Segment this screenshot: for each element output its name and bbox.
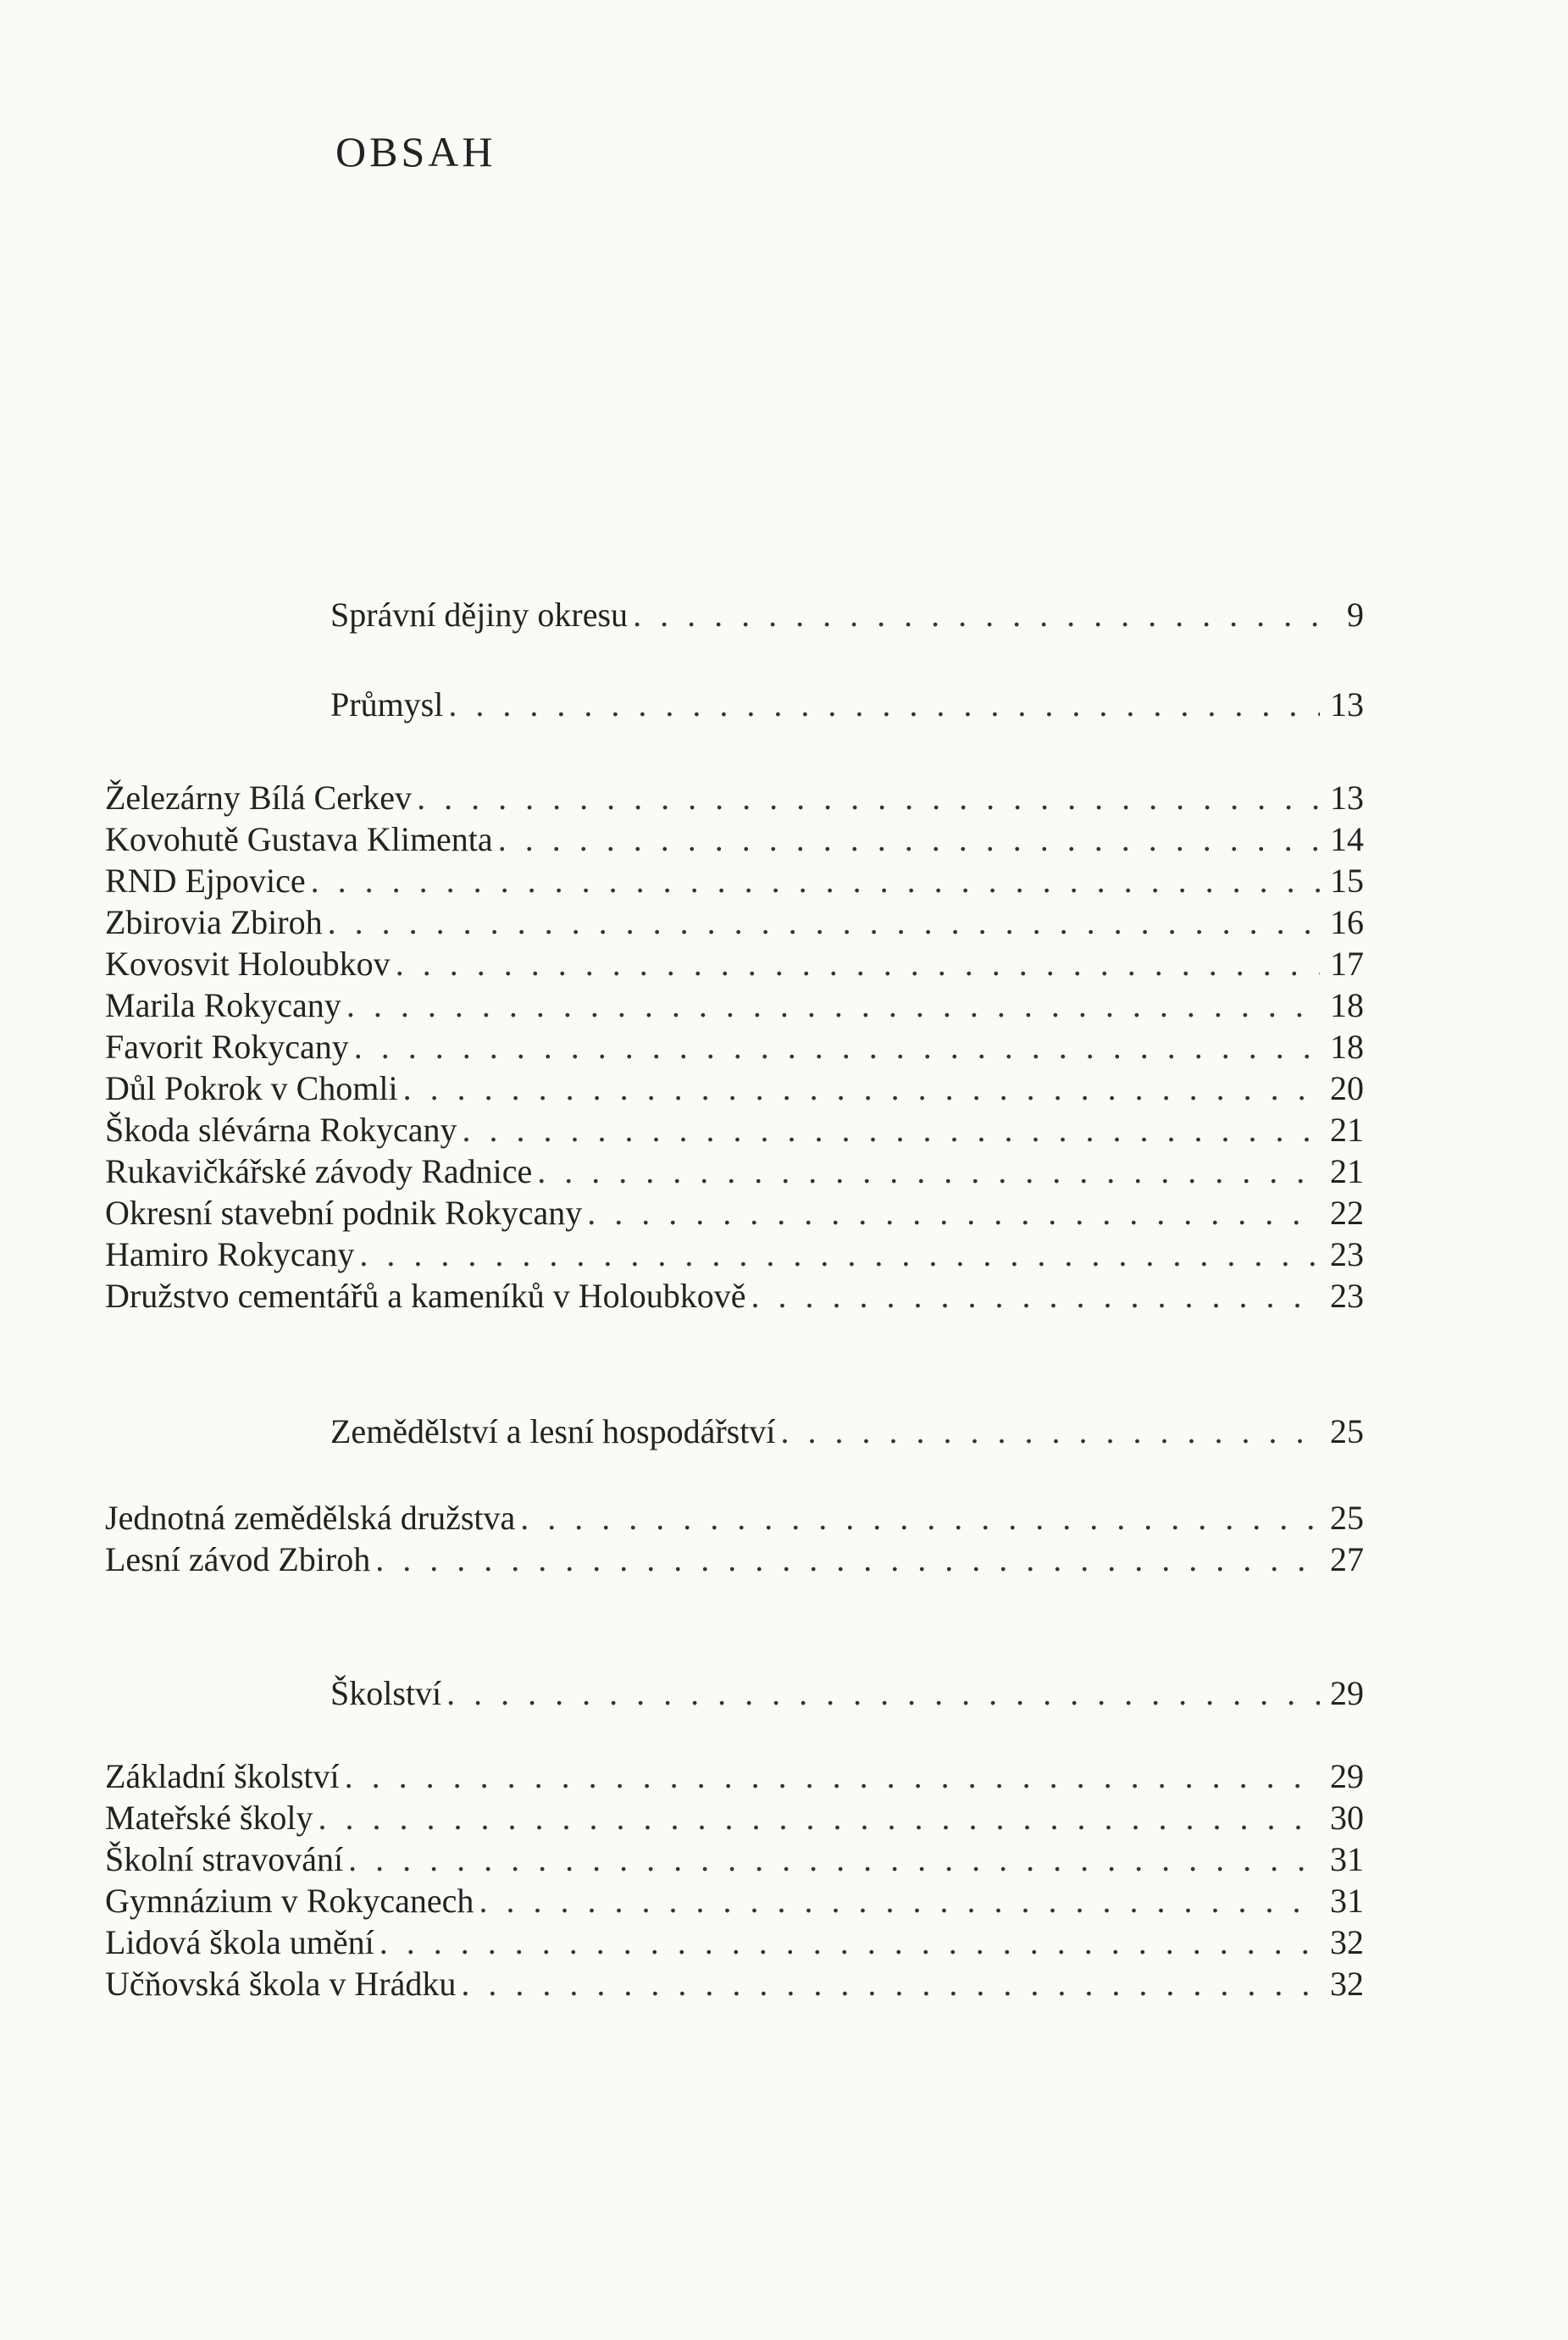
dot-leader: [319, 1798, 1320, 1838]
toc-page-number: 15: [1330, 862, 1364, 900]
dot-leader: [417, 778, 1320, 818]
toc-entry: [105, 861, 1364, 901]
toc-page-number: 32: [1330, 1965, 1364, 2003]
page-title: OBSAH: [335, 128, 496, 175]
toc-page-number: 13: [1330, 685, 1364, 724]
toc-entry-label: Učňovská škola v Hrádku: [105, 1965, 457, 2003]
toc-entry: [105, 1539, 1364, 1580]
dot-leader: [446, 1673, 1320, 1714]
toc-entry: [105, 1068, 1364, 1109]
toc-entry: [105, 985, 1364, 1026]
toc-heading-label: Průmysl: [330, 685, 444, 724]
toc-entry: [105, 1498, 1364, 1539]
dot-leader: [348, 1839, 1320, 1880]
toc-page-number: 14: [1330, 820, 1364, 858]
toc-page-number: 31: [1330, 1840, 1364, 1878]
toc-entry: [105, 778, 1364, 818]
toc-page-number: 21: [1330, 1152, 1364, 1190]
dot-leader: [520, 1498, 1320, 1539]
dot-leader: [380, 1922, 1320, 1963]
toc-page-number: 27: [1330, 1540, 1364, 1578]
toc-heading-label: Zemědělství a lesní hospodářství: [330, 1412, 776, 1450]
toc-entry-label: Základní školství: [105, 1757, 340, 1795]
toc-entry: [105, 1193, 1364, 1234]
toc-entry-label: Favorit Rokycany: [105, 1028, 349, 1066]
toc-page-number: 25: [1330, 1499, 1364, 1537]
toc-page-number: 22: [1330, 1194, 1364, 1232]
toc-entry-label: Kovohutě Gustava Klimenta: [105, 820, 493, 858]
dot-leader: [311, 861, 1320, 901]
dot-leader: [498, 819, 1320, 860]
toc-entry: [105, 1922, 1364, 1963]
toc-section-heading: [330, 1673, 1364, 1714]
toc-entry-label: Jednotná zemědělská družstva: [105, 1499, 516, 1537]
dot-leader: [537, 1151, 1320, 1192]
dot-leader: [448, 685, 1320, 725]
toc-entry-label: Marila Rokycany: [105, 986, 341, 1024]
toc-heading-label: Správní dějiny okresu: [330, 596, 629, 634]
toc-page-number: 9: [1347, 596, 1364, 634]
toc-entry: [105, 819, 1364, 860]
toc-heading-label: Školství: [330, 1674, 442, 1712]
toc-page-number: 21: [1330, 1111, 1364, 1149]
toc-entry-label: Zbirovia Zbiroh: [105, 903, 323, 941]
dot-leader: [354, 1027, 1320, 1067]
dot-leader: [633, 595, 1320, 635]
toc-entry: [105, 1881, 1364, 1921]
toc-entry: [105, 1151, 1364, 1192]
dot-leader: [396, 944, 1320, 984]
toc-page-number: 18: [1330, 1028, 1364, 1066]
dot-leader: [328, 902, 1320, 943]
toc-entry: [105, 902, 1364, 943]
dot-leader: [346, 985, 1320, 1026]
toc-entry: [105, 944, 1364, 984]
toc-entry-label: Rukavičkářské závody Radnice: [105, 1152, 533, 1190]
toc-section-heading: [330, 685, 1364, 725]
toc-entry-label: Kovosvit Holoubkov: [105, 945, 391, 983]
toc-page-number: 13: [1330, 779, 1364, 817]
toc-entry-label: Družstvo cementářů a kameníků v Holoubkově: [105, 1277, 746, 1315]
toc-entry: [105, 1798, 1364, 1838]
toc-entry-label: Školní stravování: [105, 1840, 344, 1878]
toc-page-number: 23: [1330, 1235, 1364, 1273]
dot-leader: [345, 1756, 1320, 1797]
toc-page-number: 32: [1330, 1923, 1364, 1961]
toc-page-number: 29: [1330, 1674, 1364, 1712]
toc-entry: [105, 1964, 1364, 2005]
dot-leader: [462, 1110, 1320, 1151]
toc-entry: [105, 1276, 1364, 1317]
toc-entry-label: Mateřské školy: [105, 1799, 313, 1837]
toc-entry-label: Hamiro Rokycany: [105, 1235, 355, 1273]
dot-leader: [780, 1411, 1320, 1452]
toc-entry-label: Lidová škola umění: [105, 1923, 374, 1961]
toc-entry-label: Gymnázium v Rokycanech: [105, 1882, 474, 1920]
toc-page-number: 16: [1330, 903, 1364, 941]
toc-page-number: 31: [1330, 1882, 1364, 1920]
toc-page-number: 23: [1330, 1277, 1364, 1315]
toc-entry: [105, 1756, 1364, 1797]
toc-page-number: 30: [1330, 1799, 1364, 1837]
toc-entry: [105, 1839, 1364, 1880]
toc-page-number: 25: [1330, 1412, 1364, 1450]
toc-page-number: 20: [1330, 1069, 1364, 1107]
toc-page-number: 29: [1330, 1757, 1364, 1795]
toc-entry: [105, 1234, 1364, 1275]
toc-entry: [105, 1110, 1364, 1151]
toc-page-number: 18: [1330, 986, 1364, 1024]
toc-entry-label: Důl Pokrok v Chomli: [105, 1069, 398, 1107]
toc-entry-label: Lesní závod Zbiroh: [105, 1540, 371, 1578]
dot-leader: [461, 1964, 1320, 2005]
toc-entry: [105, 1027, 1364, 1067]
dot-leader: [479, 1881, 1320, 1921]
dot-leader: [587, 1193, 1320, 1234]
dot-leader: [751, 1276, 1320, 1317]
toc-entry-label: RND Ejpovice: [105, 862, 306, 900]
toc-entry-label: Škoda slévárna Rokycany: [105, 1111, 457, 1149]
toc-section-heading: [330, 1411, 1364, 1452]
dot-leader: [403, 1068, 1320, 1109]
toc-section-heading: [330, 595, 1364, 635]
toc-entry-label: Okresní stavební podnik Rokycany: [105, 1194, 583, 1232]
dot-leader: [359, 1234, 1320, 1275]
toc-page-number: 17: [1330, 945, 1364, 983]
dot-leader: [375, 1539, 1320, 1580]
toc-entry-label: Železárny Bílá Cerkev: [105, 779, 413, 817]
